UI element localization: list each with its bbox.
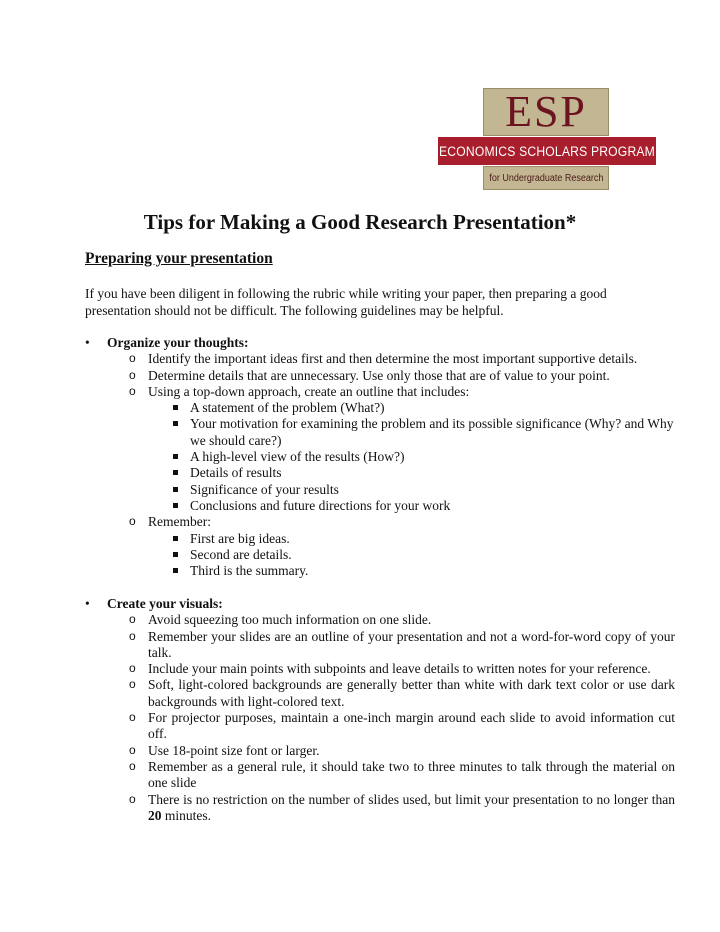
remember-item-text: First are big ideas. xyxy=(190,530,290,546)
square-bullet-icon xyxy=(173,503,178,508)
logo-acronym-block xyxy=(483,88,609,136)
outline-item-text: A statement of the problem (What?) xyxy=(190,400,385,416)
list-item-text: Include your main points with subpoints and leave details to written notes for your reference. xyxy=(148,661,651,677)
remember-item xyxy=(85,531,675,547)
visuals-section xyxy=(85,596,675,824)
outline-item xyxy=(85,400,675,416)
circle-bullet-icon: o xyxy=(129,791,136,806)
esp-logo xyxy=(438,88,656,190)
duration-minutes: 20 xyxy=(148,807,162,823)
logo-tagline: for Undergraduate Research xyxy=(488,172,604,184)
visuals-heading-item xyxy=(85,596,675,612)
outline-item-text: Details of results xyxy=(190,465,282,481)
list-item-text: Remember as a general rule, it should take two to three minutes to talk through the material on one slide xyxy=(148,758,675,791)
list-item-text: Using a top-down approach, create an outline that includes: xyxy=(148,383,470,399)
square-bullet-icon xyxy=(173,568,178,573)
remember-item xyxy=(85,547,675,563)
circle-bullet-icon: o xyxy=(129,661,136,676)
list-item-text: Avoid squeezing too much information on one slide. xyxy=(148,612,432,628)
square-bullet-icon xyxy=(173,470,178,475)
list-item-text: There is no restriction on the number of slides used, but limit your presentation to no longer than xyxy=(148,791,675,807)
outline-item xyxy=(85,416,675,449)
outline-item xyxy=(85,449,675,465)
circle-bullet-icon: o xyxy=(129,351,136,366)
list-item-text: Soft, light-colored backgrounds are generally better than white with dark text color or use dark backgrounds with light-colored text. xyxy=(148,677,675,709)
logo-program-name: ECONOMICS SCHOLARS PROGRAM xyxy=(439,143,656,159)
square-bullet-icon xyxy=(173,454,178,459)
document-title: Tips for Making a Good Research Presentation* xyxy=(143,210,577,234)
bullet-icon: • xyxy=(85,596,90,611)
square-bullet-icon xyxy=(173,487,178,492)
list-item xyxy=(85,792,675,825)
list-item-text: Identify the important ideas first and then determine the most important supportive details. xyxy=(148,351,638,367)
list-item xyxy=(85,743,675,759)
outline-item-text: Significance of your results xyxy=(190,481,339,497)
list-item-text: Determine details that are unnecessary. Use only those that are of value to your point. xyxy=(148,367,610,383)
list-item-text: For projector purposes, maintain a one-inch margin around each slide to avoid information cut off. xyxy=(148,710,675,742)
outline-item-text: A high-level view of the results (How?) xyxy=(190,449,405,465)
duration-suffix: minutes. xyxy=(164,807,211,823)
list-item xyxy=(85,629,675,662)
logo-tagline-block xyxy=(483,166,609,190)
circle-bullet-icon: o xyxy=(129,710,136,725)
square-bullet-icon xyxy=(173,536,178,541)
logo-program-band xyxy=(438,136,656,166)
circle-bullet-icon: o xyxy=(129,628,136,643)
intro-paragraph: If you have been diligent in following the rubric while writing your paper, then preparing a good presentation should not be difficult. The following guidelines may be helpful. xyxy=(85,286,607,318)
outline-item xyxy=(85,498,675,514)
list-item xyxy=(85,351,675,367)
square-bullet-icon xyxy=(173,421,178,426)
list-item xyxy=(85,677,675,710)
square-bullet-icon xyxy=(173,552,178,557)
outline-item xyxy=(85,482,675,498)
logo-acronym: ESP xyxy=(505,87,587,136)
list-item xyxy=(85,368,675,384)
square-bullet-icon xyxy=(173,405,178,410)
organize-heading: Organize your thoughts: xyxy=(107,335,249,350)
circle-bullet-icon: o xyxy=(129,758,136,773)
circle-bullet-icon: o xyxy=(129,677,136,692)
organize-section xyxy=(85,335,675,579)
list-item xyxy=(85,661,675,677)
circle-bullet-icon: o xyxy=(129,514,136,529)
remember-item-text: Second are details. xyxy=(190,546,292,562)
list-item xyxy=(85,612,675,628)
list-item xyxy=(85,384,675,400)
circle-bullet-icon: o xyxy=(129,742,136,757)
remember-label: Remember: xyxy=(148,514,211,530)
circle-bullet-icon: o xyxy=(129,367,136,382)
visuals-heading: Create your visuals: xyxy=(107,596,223,611)
section-heading: Preparing your presentation xyxy=(85,250,273,267)
circle-bullet-icon: o xyxy=(129,383,136,398)
list-item xyxy=(85,514,675,530)
list-item-text: Remember your slides are an outline of your presentation and not a word-for-word copy of your talk. xyxy=(148,628,675,660)
outline-item-text: Conclusions and future directions for your work xyxy=(190,497,451,513)
list-item-text: Use 18-point size font or larger. xyxy=(148,742,320,758)
organize-heading-item xyxy=(85,335,675,351)
list-item xyxy=(85,759,675,792)
outline-item-text: Your motivation for examining the problem and its possible significance (Why? and Why we should care?) xyxy=(190,416,674,448)
bullet-icon: • xyxy=(85,335,90,350)
list-item xyxy=(85,710,675,743)
remember-item-text: Third is the summary. xyxy=(190,563,309,579)
outline-item xyxy=(85,465,675,481)
circle-bullet-icon: o xyxy=(129,612,136,627)
remember-item xyxy=(85,563,675,579)
